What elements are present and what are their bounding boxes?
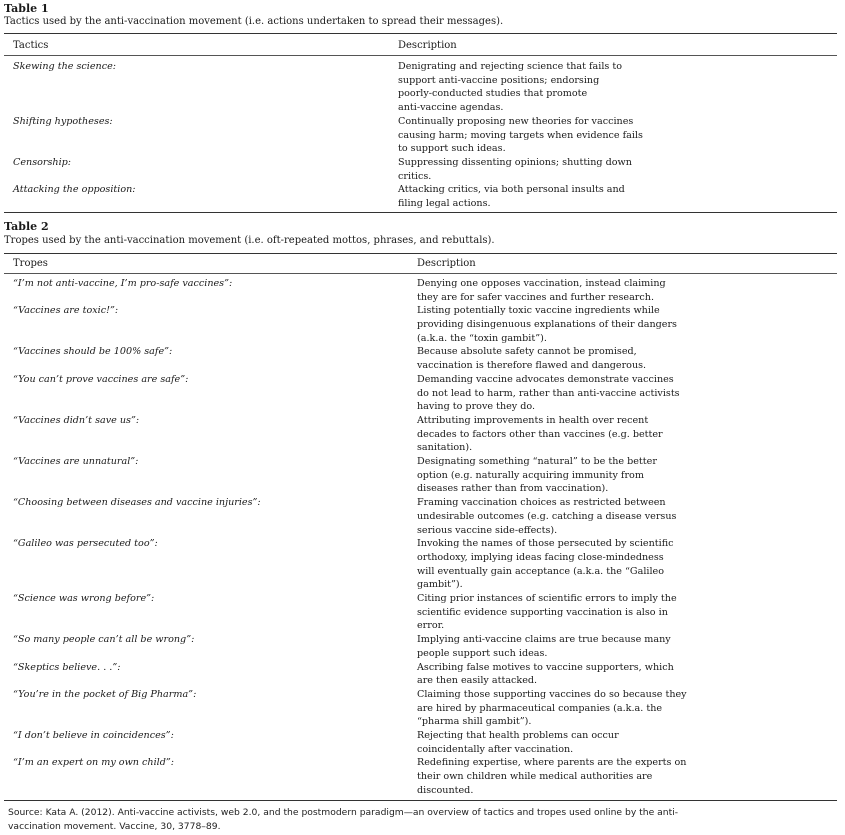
table1-row — [0, 60, 845, 115]
table2-row-term: “Vaccines didn’t save us”: — [13, 414, 140, 426]
table2-row — [0, 661, 845, 688]
description-line: Demanding vaccine advocates demonstrate vaccines — [417, 373, 674, 385]
description-line: error. — [417, 620, 445, 632]
description-line: Invoking the names of those persecuted by scientific — [417, 538, 674, 550]
table2-body — [0, 277, 845, 798]
description-line: are then easily attacked. — [417, 675, 538, 687]
table1-row-description — [398, 60, 622, 115]
description-line: critics. — [398, 170, 432, 182]
table2-row — [0, 414, 845, 455]
description-line: Claiming those supporting vaccines do so because they — [417, 688, 687, 700]
table2-row-term: “I don’t believe in coincidences”: — [13, 730, 174, 742]
description-line: diseases rather than from vaccination). — [417, 483, 609, 495]
table1-bottom-rule — [4, 212, 837, 213]
table2-row — [0, 633, 845, 660]
table2-label: Table 2 — [4, 220, 49, 233]
table2-row-description — [417, 729, 619, 756]
table2-row — [0, 688, 845, 729]
description-line: anti-vaccine agendas. — [398, 102, 504, 114]
description-line: gambit”). — [417, 579, 463, 591]
description-line: (a.k.a. the “toxin gambit”). — [417, 332, 547, 344]
description-line: Implying anti-vaccine claims are true because many — [417, 634, 671, 646]
description-line: support anti-vaccine positions; endorsing — [398, 74, 600, 86]
table2-row — [0, 496, 845, 537]
description-line: sanitation). — [417, 442, 473, 454]
table2-row-description — [417, 345, 646, 372]
description-line: Rejecting that health problems can occur — [417, 730, 619, 742]
description-line: orthodoxy, implying ideas facing close-mindedness — [417, 551, 664, 563]
table2-row-description — [417, 414, 663, 455]
table1-header-rule — [4, 55, 837, 56]
table2-row — [0, 373, 845, 414]
table2-row — [0, 277, 845, 304]
description-line: discounted. — [417, 784, 474, 796]
table1-row-description — [398, 183, 625, 210]
table2-row-term: “You can’t prove vaccines are safe”: — [13, 373, 189, 385]
description-line: they are for safer vaccines and further research. — [417, 291, 654, 303]
description-line: their own children while medical authorities are — [417, 771, 653, 783]
table2-row-description — [417, 304, 677, 345]
table2-row-description — [417, 592, 677, 633]
description-line: Continually proposing new theories for vaccines — [398, 115, 634, 127]
table2-row-term: “So many people can’t all be wrong”: — [13, 634, 195, 646]
table2-row-term: “Vaccines are toxic!”: — [13, 305, 119, 317]
table1-row-term: Attacking the opposition: — [13, 184, 136, 196]
table1-row-term: Skewing the science: — [13, 61, 116, 72]
table2-row — [0, 592, 845, 633]
description-line: serious vaccine side-effects). — [417, 524, 558, 536]
table2-row-description — [417, 661, 674, 688]
description-line: Ascribing false motives to vaccine supporters, which — [417, 661, 674, 673]
table2-row-term: “Vaccines should be 100% safe”: — [13, 346, 173, 358]
table1-row-description — [398, 115, 643, 156]
description-line: option (e.g. naturally acquiring immunity from — [417, 469, 644, 481]
table2-header-description: Description — [417, 258, 476, 269]
description-line: Designating something “natural” to be the better — [417, 456, 657, 468]
table2-row — [0, 537, 845, 592]
table2-row-description — [417, 756, 686, 797]
table1-row-term: Shifting hypotheses: — [13, 115, 113, 127]
description-line: Denying one opposes vaccination, instead claiming — [417, 278, 666, 289]
table2-row — [0, 729, 845, 756]
table2-row-description — [417, 633, 671, 660]
table2-bottom-rule — [4, 800, 837, 801]
table1-header-tactics: Tactics — [13, 40, 49, 51]
description-line: Citing prior instances of scientific errors to imply the — [417, 593, 677, 605]
description-line: having to prove they do. — [417, 401, 536, 413]
table2-row — [0, 345, 845, 372]
table2-row — [0, 455, 845, 496]
table1-caption: Tactics used by the anti-vaccination movement (i.e. actions undertaken to spread their messages). — [4, 16, 504, 27]
table1-top-rule — [4, 33, 837, 34]
description-line: do not lead to harm, rather than anti-vaccine activists — [417, 387, 680, 399]
table2-row-description — [417, 496, 676, 537]
table1-row — [0, 115, 845, 156]
description-line: causing harm; moving targets when evidence fails — [398, 129, 643, 141]
description-line: Attributing improvements in health over recent — [417, 414, 649, 426]
description-line: Because absolute safety cannot be promised, — [417, 346, 637, 358]
description-line: people support such ideas. — [417, 647, 548, 659]
description-line: Attacking critics, via both personal insults and — [398, 184, 625, 196]
table2-row — [0, 756, 845, 797]
table1-row-description — [398, 156, 632, 183]
table2-header-rule — [4, 273, 837, 274]
table1-header-description: Description — [398, 40, 457, 51]
table2-row-term: “Skeptics believe. . .”: — [13, 661, 121, 673]
source-line-1: Source: Kata A. (2012). Anti-vaccine activists, web 2.0, and the postmodern paradigm—an overview of tactics and tropes used online by the anti- — [8, 807, 679, 818]
table1-label: Table 1 — [4, 2, 49, 15]
table2-caption: Tropes used by the anti-vaccination movement (i.e. oft-repeated mottos, phrases, and rebuttals). — [4, 235, 495, 246]
table2-top-rule — [4, 253, 837, 254]
table1-row — [0, 183, 845, 210]
table2-row-term: “You’re in the pocket of Big Pharma”: — [13, 688, 197, 700]
table2-row-term: “Choosing between diseases and vaccine injuries”: — [13, 497, 261, 509]
table2-row-description — [417, 537, 673, 592]
description-line: “pharma shill gambit”). — [417, 716, 532, 728]
source-line-2: vaccination movement. Vaccine, 30, 3778–89. — [8, 820, 221, 832]
table2-row-description — [417, 373, 680, 414]
description-line: Listing potentially toxic vaccine ingredients while — [417, 305, 660, 317]
description-line: providing disingenuous explanations of their dangers — [417, 319, 677, 331]
description-line: scientific evidence supporting vaccination is also in — [417, 606, 668, 618]
table2-header-tropes: Tropes — [13, 258, 48, 269]
table1-body — [0, 60, 845, 211]
table1-row — [0, 156, 845, 183]
description-line: are hired by pharmaceutical companies (a.k.a. the — [417, 702, 663, 714]
description-line: Suppressing dissenting opinions; shutting down — [398, 156, 632, 168]
description-line: undesirable outcomes (e.g. catching a disease versus — [417, 510, 677, 522]
table2-row-term: “Vaccines are unnatural”: — [13, 456, 139, 468]
table2-row-term: “Science was wrong before”: — [13, 593, 155, 605]
source-citation — [8, 806, 828, 833]
table2-row-description — [417, 455, 657, 496]
description-line: to support such ideas. — [398, 143, 506, 155]
description-line: Framing vaccination choices as restricted between — [417, 497, 666, 509]
description-line: poorly-conducted studies that promote — [398, 88, 588, 100]
description-line: vaccination is therefore flawed and dangerous. — [417, 360, 647, 372]
table2-row-term: “I’m not anti-vaccine, I’m pro-safe vaccines”: — [13, 278, 233, 289]
table1-row-term: Censorship: — [13, 156, 72, 168]
description-line: will eventually gain acceptance (a.k.a. the “Galileo — [417, 565, 664, 577]
table2-row-term: “Galileo was persecuted too”: — [13, 538, 158, 550]
table2-row-description — [417, 688, 687, 729]
description-line: coincidentally after vaccination. — [417, 743, 574, 755]
table2-row-term: “I’m an expert on my own child”: — [13, 757, 174, 769]
description-line: Redefining expertise, where parents are the experts on — [417, 757, 687, 769]
description-line: filing legal actions. — [398, 197, 491, 209]
description-line: decades to factors other than vaccines (e.g. better — [417, 428, 663, 440]
table2-row — [0, 304, 845, 345]
description-line: Denigrating and rejecting science that fails to — [398, 61, 623, 72]
table2-row-description — [417, 277, 666, 304]
